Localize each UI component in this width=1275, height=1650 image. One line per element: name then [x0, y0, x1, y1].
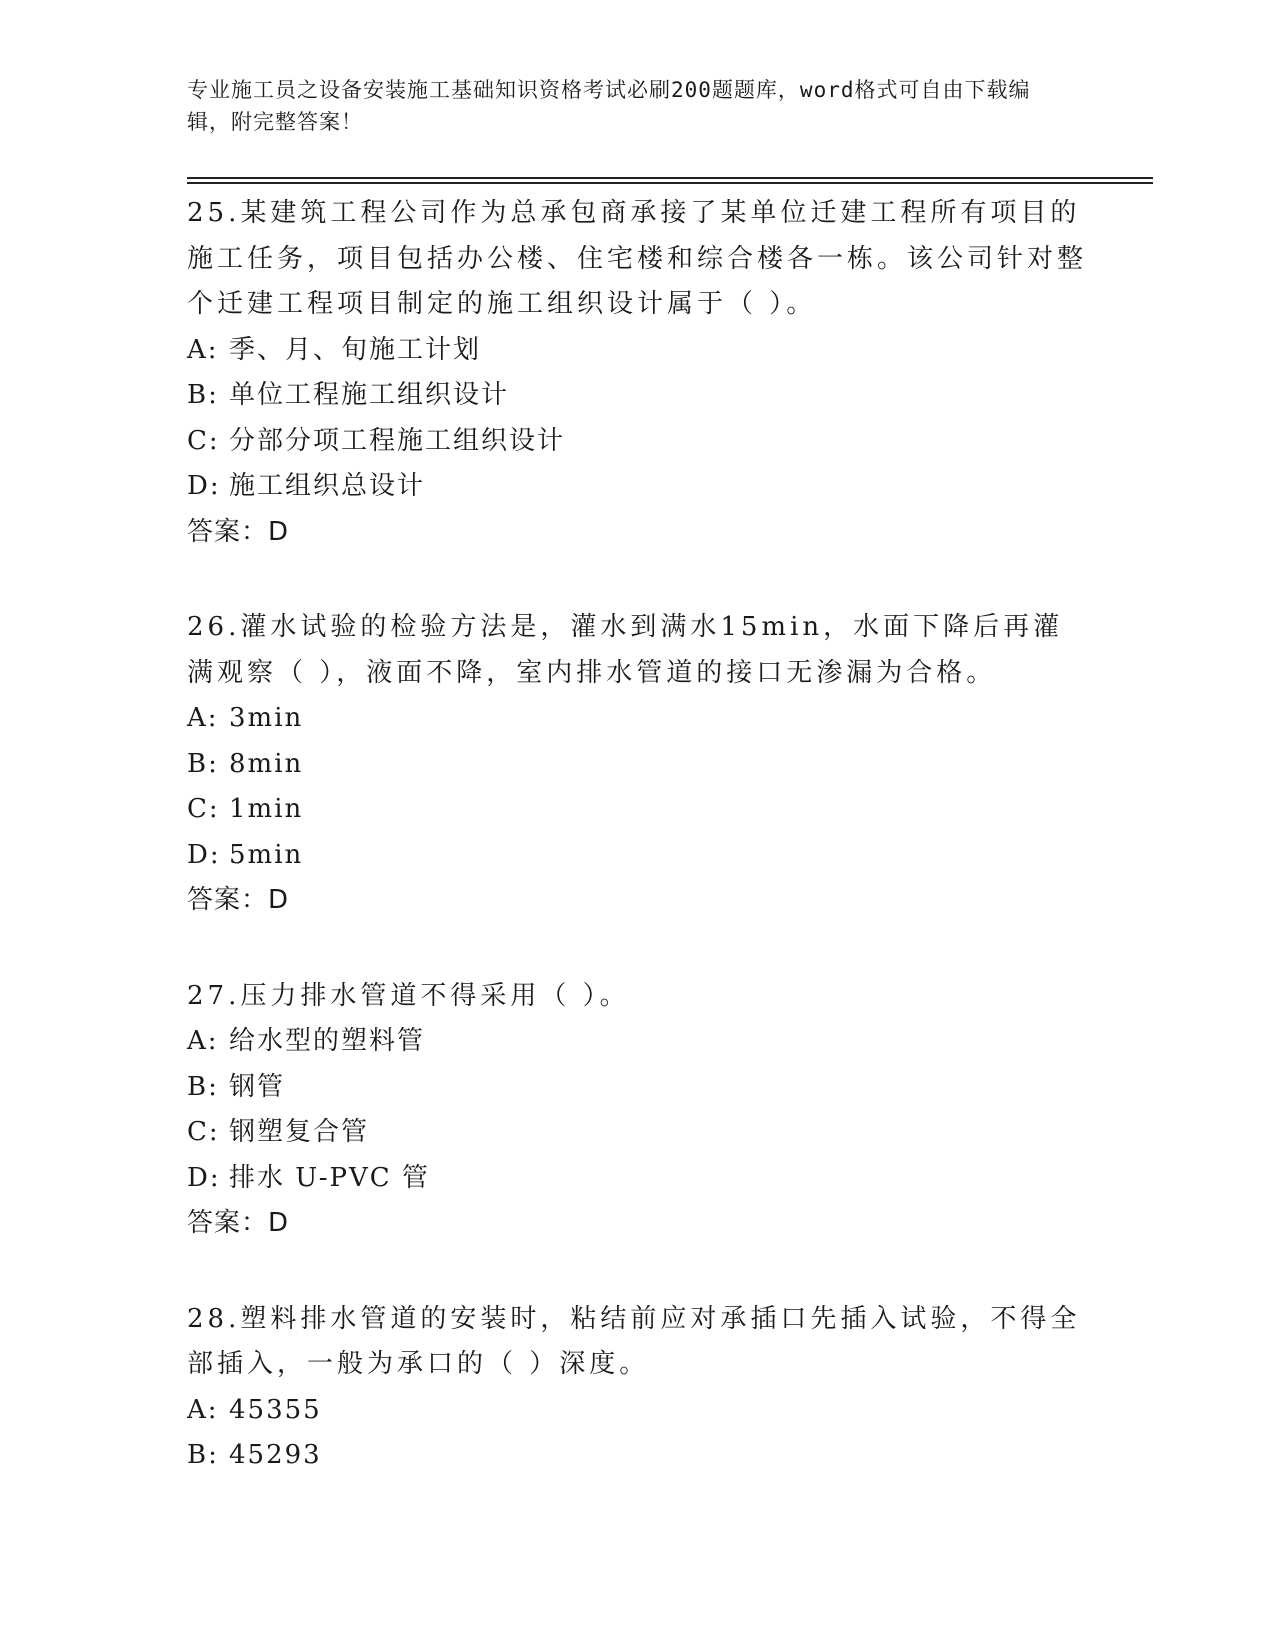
- answer-line: 答案：D: [187, 516, 290, 547]
- option-letter: A:: [187, 334, 219, 365]
- option-text: 给水型的塑料管: [229, 1026, 426, 1056]
- question-26: [187, 605, 1087, 924]
- question-25: [187, 191, 1087, 555]
- option-letter: B:: [187, 1071, 219, 1102]
- option-letter: B:: [187, 380, 219, 410]
- option-letter: D:: [187, 471, 221, 501]
- question-text: 25.某建筑工程公司作为总承包商承接了某单位迁建工程所有项目的施工任务，项目包括办公楼、住宅楼和综合楼各一栋。该公司针对整个迁建工程项目制定的施工组织设计属于（ ）。: [187, 198, 1088, 319]
- document-header: 专业施工员之设备安装施工基础知识资格考试必刷200题题库，word格式可自由下载编辑，附完整答案！: [187, 78, 1031, 134]
- option-letter: A:: [187, 703, 219, 733]
- header-divider-top: [187, 177, 1153, 179]
- option-b: [187, 373, 1087, 419]
- option-text: 8min: [229, 748, 304, 779]
- question-28: [187, 1297, 1087, 1479]
- option-letter: C:: [187, 425, 220, 456]
- option-d: [187, 464, 1087, 510]
- question-27: [187, 974, 1087, 1247]
- option-text: 45293: [229, 1440, 322, 1470]
- option-text: 排水 U-PVC 管: [229, 1162, 430, 1193]
- option-letter: C:: [187, 1117, 220, 1147]
- option-text: 45355: [229, 1394, 322, 1425]
- option-c: [187, 419, 1087, 465]
- question-list: [187, 191, 1087, 1529]
- option-text: 单位工程施工组织设计: [229, 380, 510, 410]
- option-text: 钢管: [229, 1071, 286, 1102]
- option-text: 1min: [229, 794, 304, 824]
- option-c: [187, 1110, 1087, 1156]
- option-letter: A:: [187, 1394, 219, 1425]
- question-text: 27.压力排水管道不得采用（ ）。: [187, 980, 630, 1011]
- option-b: [187, 1433, 1087, 1479]
- option-letter: A:: [187, 1026, 219, 1056]
- option-a: [187, 696, 1087, 742]
- option-a: [187, 1019, 1087, 1065]
- question-text: 28.塑料排水管道的安装时，粘结前应对承插口先插入试验，不得全部插入，一般为承口的（ ）深度。: [187, 1303, 1081, 1379]
- option-letter: D:: [187, 839, 221, 870]
- option-c: [187, 787, 1087, 833]
- option-letter: B:: [187, 748, 219, 779]
- option-letter: B:: [187, 1440, 219, 1470]
- option-a: [187, 1388, 1087, 1434]
- option-b: [187, 1065, 1087, 1111]
- option-d: [187, 1156, 1087, 1202]
- option-text: 3min: [229, 703, 304, 733]
- question-text: 26.灌水试验的检验方法是，灌水到满水15min，水面下降后再灌满观察（ ），液面不降，室内排水管道的接口无渗漏为合格。: [187, 612, 1064, 688]
- answer-line: 答案：D: [187, 1208, 290, 1238]
- option-text: 分部分项工程施工组织设计: [229, 425, 566, 456]
- option-b: [187, 742, 1087, 788]
- option-text: 施工组织总设计: [229, 471, 426, 501]
- option-a: [187, 328, 1087, 374]
- answer-line: 答案：D: [187, 885, 290, 915]
- option-d: [187, 833, 1087, 879]
- option-letter: D:: [187, 1162, 221, 1193]
- option-text: 钢塑复合管: [229, 1117, 370, 1147]
- option-text: 季、月、旬施工计划: [229, 334, 482, 365]
- option-text: 5min: [229, 839, 304, 870]
- option-letter: C:: [187, 794, 220, 824]
- header-divider-bottom: [187, 182, 1153, 184]
